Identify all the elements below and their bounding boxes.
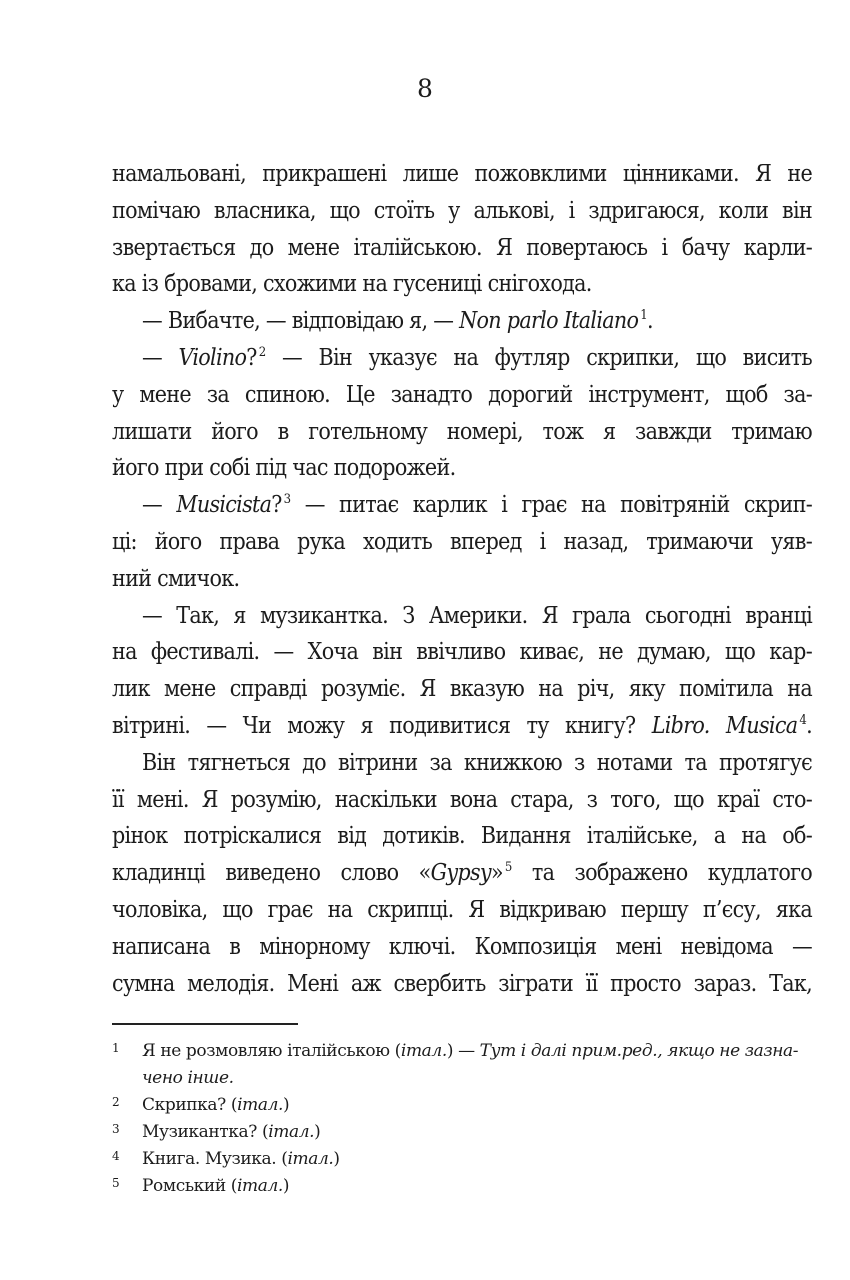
text-run: Музикантка? ( — [142, 1122, 269, 1142]
text-run: ) — [314, 1122, 321, 1142]
text-line: написана в мінорному ключі. Композиція мені невідома — — [112, 933, 812, 960]
text-line: його при собі під час подорожей. — [112, 455, 456, 482]
text-run: ) — [282, 1176, 290, 1196]
text-line — [112, 303, 812, 340]
text-line: лик мене справді розуміє. Я вказую на річ, яку помітила на — [112, 676, 812, 703]
footnote — [112, 1092, 812, 1119]
italic-phrase: Тут і далі прим.ред., якщо не зазна- — [479, 1041, 799, 1061]
text-run: — Вибачте, — відповідаю я, — — [142, 308, 460, 335]
italic-phrase: італ. — [237, 1095, 284, 1115]
footnote-text — [142, 1173, 289, 1200]
footnote-continuation — [112, 1065, 812, 1092]
text-run: ) — [283, 1095, 290, 1115]
text-run: . — [806, 712, 812, 739]
text-run: Я не розмовляю італійською ( — [142, 1041, 401, 1061]
text-line: ка із бровами, схожими на гусениці снігохода. — [112, 271, 592, 298]
text-run: Книга. Музика. ( — [142, 1149, 288, 1169]
footnote-ref: 3 — [283, 492, 291, 508]
text-line — [112, 855, 812, 892]
text-run: — питає карлик і грає на повітряній скрип- — [290, 492, 812, 519]
text-line: на фестивалі. — Хоча він ввічливо киває, не думаю, що кар- — [112, 639, 812, 666]
text-line: звертається до мене італійською. Я повертаюсь і бачу карли- — [112, 234, 812, 261]
footnote-text — [142, 1092, 289, 1119]
text-line: у мене за спиною. Це занадто дорогий інструмент, щоб за- — [112, 381, 812, 408]
italic-phrase: Non parlo Italiano — [459, 308, 639, 335]
text-line: рінок потріскалися від дотиків. Видання італійське, а на об- — [112, 823, 812, 850]
text-line: — Так, я музикантка. З Америки. Я грала сьогодні вранці — [142, 602, 812, 629]
text-line — [112, 340, 812, 377]
text-line: ці: його права рука ходить вперед і назад, тримаючи уяв- — [112, 528, 812, 555]
text-run: » — [490, 860, 503, 887]
body-text — [112, 156, 812, 1002]
italic-phrase: італ. — [268, 1122, 315, 1142]
text-run: вітрині. — Чи можу я подивитися ту книгу? — [112, 712, 652, 739]
footnote-number: 3 — [112, 1122, 120, 1136]
text-line: сумна мелодія. Мені аж свербить зіграти її просто зараз. Так, — [112, 970, 812, 997]
text-line — [112, 708, 812, 745]
footnote-text — [142, 1038, 798, 1065]
text-line: Він тягнеться до вітрини за книжкою з нотами та протягує — [142, 749, 812, 776]
footnote-number: 2 — [112, 1095, 120, 1109]
footnote — [112, 1038, 812, 1065]
text-run: ? — [271, 492, 282, 519]
text-run: кладинці виведено слово « — [112, 860, 431, 887]
footnote-text — [142, 1119, 320, 1146]
text-run: . — [647, 308, 653, 335]
footnote — [112, 1173, 812, 1200]
page-number: 8 — [417, 74, 433, 103]
text-line: її мені. Я розумію, наскільки вона стара, з того, що краї сто- — [112, 786, 812, 813]
text-line: лишати його в готельному номері, тож я завжди тримаю — [112, 418, 812, 445]
italic-phrase: Gypsy — [430, 860, 491, 887]
text-line — [112, 487, 812, 524]
text-run: ) — [333, 1149, 340, 1169]
italic-phrase: Libro. Musica — [651, 712, 798, 739]
italic-phrase: Musicista — [176, 492, 272, 519]
text-run: — — [142, 344, 179, 371]
footnote — [112, 1119, 812, 1146]
text-line: помічаю власника, що стоїть у алькові, і здригаюся, коли він — [112, 197, 812, 224]
text-line: намальовані, прикрашені лише пожовклими цінниками. Я не — [112, 161, 812, 187]
footnote — [112, 1146, 812, 1173]
text-run: ) — — [446, 1041, 480, 1061]
footnote-ref: 1 — [640, 308, 648, 324]
text-run: ? — [246, 344, 257, 371]
footnote-divider — [112, 1023, 298, 1025]
italic-phrase: чено інше. — [142, 1068, 234, 1088]
text-line: чоловіка, що грає на скрипці. Я відкриваю першу п’єсу, яка — [112, 896, 812, 923]
text-run: Скрипка? ( — [142, 1095, 238, 1115]
text-run: — Він указує на футляр скрипки, що висить — [265, 344, 812, 371]
text-run: Ромський ( — [142, 1176, 237, 1196]
footnote-number: 4 — [112, 1149, 120, 1163]
text-line: ний смичок. — [112, 565, 240, 592]
footnote-number: 5 — [112, 1176, 120, 1190]
footnote-number: 1 — [112, 1041, 120, 1055]
italic-phrase: італ. — [287, 1149, 334, 1169]
italic-phrase: Violino — [178, 344, 247, 371]
footnote-ref: 5 — [504, 860, 512, 876]
footnotes — [112, 1038, 812, 1200]
footnote-text — [142, 1146, 340, 1173]
footnote-ref: 2 — [258, 344, 266, 360]
italic-phrase: італ. — [400, 1041, 447, 1061]
footnote-ref: 4 — [799, 712, 807, 728]
text-run: — — [142, 492, 177, 519]
italic-phrase: італ. — [237, 1176, 283, 1196]
text-run: та зображено кудлатого — [511, 860, 812, 887]
